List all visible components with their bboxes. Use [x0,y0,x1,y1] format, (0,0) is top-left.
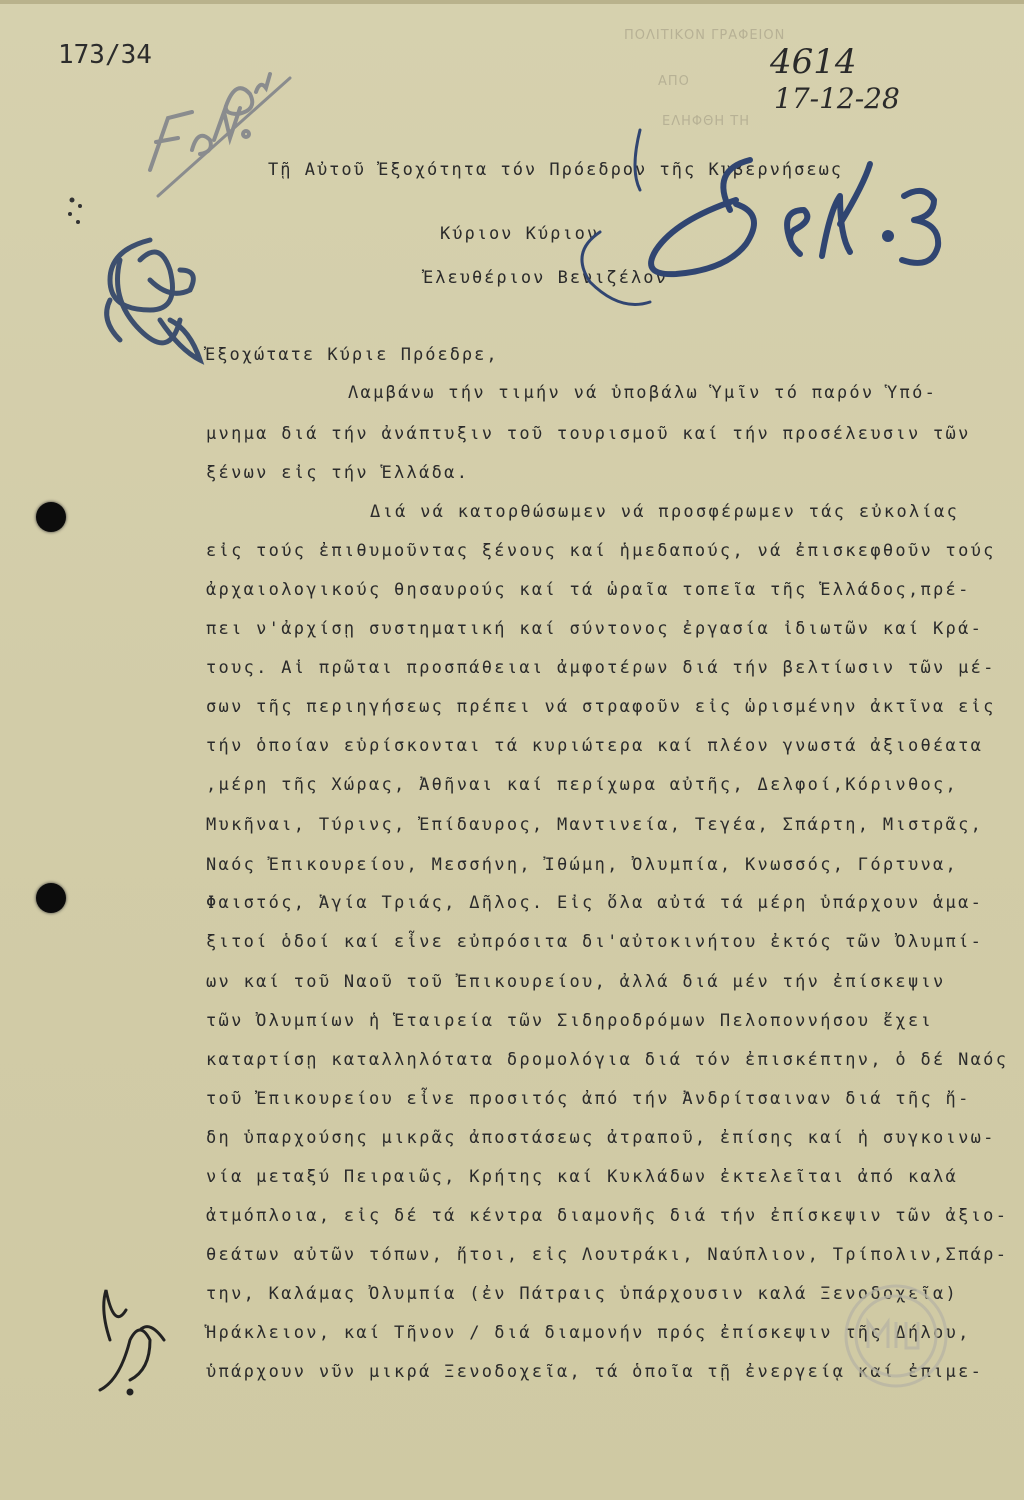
body-line: Ναός Ἐπικουρείου, Μεσσήνη, Ἰθώμη, Ὀλυμπία, Κνωσσός, Γόρτυνα, [206,855,959,875]
reference-number-text: 173/34 [58,40,152,70]
body-line: τους. Αἱ πρῶται προσπάθειαι ἀμφοτέρων διά τήν βελτίωσιν τῶν μέ- [206,658,996,678]
body-line: ων καί τοῦ Ναοῦ τοῦ Ἐπικουρείου, ἀλλά διά μέν τήν ἐπίσκεψιν [206,972,946,992]
addressee-line-3: Ἐλευθέριον Βενιζέλον [423,268,668,288]
body-line: Διά νά κατορθώσωμεν νά προσφέρωμεν τάς εὐκολίας [370,502,960,522]
protocol-date: 17-12-28 [774,82,900,115]
stamp-line-3: ΕΛΗΦΘΗ ΤΗ [662,114,750,129]
stamp-line-1: ΠΟΛΙΤΙΚΟΝ ΓΡΑΦΕΙΟΝ [624,28,786,43]
body-line: Ἡράκλειον, καί Τῆνον / διά διαμονήν πρός ἐπίσκεψιν τῆς Δήλου, [206,1323,971,1343]
body-line: ἀτμόπλοια, εἰς δέ τά κέντρα διαμονῆς διά τήν ἐπίσκεψιν τῶν ἀξιο- [206,1206,1009,1226]
body-line: ξένων εἰς τήν Ἑλλάδα. [206,463,470,483]
addressee-line-2: Κύριον Κύριον [440,224,600,244]
initials-mark [100,1290,164,1394]
body-line: μνημα διά τήν ἀνάπτυξιν τοῦ τουρισμοῦ καί τήν προσέλευσιν τῶν [206,424,971,444]
body-line: τῶν Ὀλυμπίων ἡ Ἑταιρεία τῶν Σιδηροδρόμων Πελοποννήσου ἔχει [206,1011,934,1031]
body-line: Μυκῆναι, Τύρινς, Ἐπίδαυρος, Μαντινεία, Τεγέα, Σπάρτη, Μιστρᾶς, [206,815,984,835]
body-line: τήν ὁποίαν εὑρίσκονται τά κυριώτερα καί πλέον γνωστά ἀξιοθέατα [206,736,984,756]
body-line: Λαμβάνω τήν τιμήν νά ὑποβάλω Ὑμῖν τό παρόν Ὑπό- [348,383,938,403]
salutation: Ἐξοχώτατε Κύριε Πρόεδρε, [205,345,499,365]
body-line: την, Καλάμας Ὀλυμπία (ἐν Πάτραις ὑπάρχουσιν καλά Ξενοδοχεῖα) [206,1284,959,1304]
body-line: καταρτίσῃ καταλληλότατα δρομολόγια διά τόν ἐπισκέπτην, ὁ δέ Ναός [206,1050,1009,1070]
body-line: νία μεταξύ Πειραιῶς, Κρήτης καί Κυκλάδων ἐκτελεῖται ἀπό καλά [206,1167,959,1187]
archive-seal-mark [846,1286,946,1386]
pencil-note-mark [150,74,290,196]
body-line: ἀρχαιολογικούς θησαυρούς καί τά ὡραῖα τοπεῖα τῆς Ἑλλάδος,πρέ- [206,580,971,600]
body-line: ,μέρη τῆς Χώρας, Ἀθῆναι καί περίχωρα αὐτῆς, Δελφοί,Κόρινθος, [206,775,959,795]
stamp-line-2: ΑΠΟ [658,74,690,89]
addressee-line-1: Τῇ Αὐτοῦ Ἐξοχότητα τόν Πρόεδρον τῆς Κυβερνήσεως [268,160,844,180]
protocol-number: 4614 [770,42,857,82]
body-line: πει ν'ἀρχίσῃ συστηματική καί σύντονος ἐργασία ἰδιωτῶν καί Κρά- [206,619,984,639]
body-line: ὑπάρχουν νῦν μικρά Ξενοδοχεῖα, τά ὁποῖα τῇ ἐνεργείᾳ καί ἐπιμε- [206,1362,984,1382]
body-line: δη ὑπαρχούσης μικρᾶς ἀποστάσεως ἀτραποῦ, ἐπίσης καί ἡ συγκοινω- [206,1128,996,1148]
body-line: τοῦ Ἐπικουρείου εἶνε προσιτός ἀπό τήν Ἀνδρίτσαιναν διά τῆς ἤ- [206,1089,971,1109]
body-line: θεάτων αὐτῶν τόπων, ἤτοι, εἰς Λουτράκι, Ναύπλιον, Τρίπολιν,Σπάρ- [206,1245,1009,1265]
body-line: εἰς τούς ἐπιθυμοῦντας ξένους καί ἡμεδαπούς, νά ἐπισκεφθοῦν τούς [206,541,996,561]
blue-annotation-mark [582,130,938,305]
dot-marks [68,198,82,225]
body-line: σων τῆς περιηγήσεως πρέπει νά στραφοῦν εἰς ὡρισμένην ἀκτῖνα εἰς [206,697,996,717]
body-line: Φαιστός, Ἁγία Τριάς, Δῆλος. Εἰς ὅλα αὐτά τά μέρη ὑπάρχουν ἁμα- [206,893,984,913]
blue-scribble-mark [107,240,200,360]
body-line: ξιτοί ὁδοί καί εἶνε εὐπρόσιτα δι'αὐτοκινήτου ἐκτός τῶν Ὀλυμπί- [206,932,984,952]
